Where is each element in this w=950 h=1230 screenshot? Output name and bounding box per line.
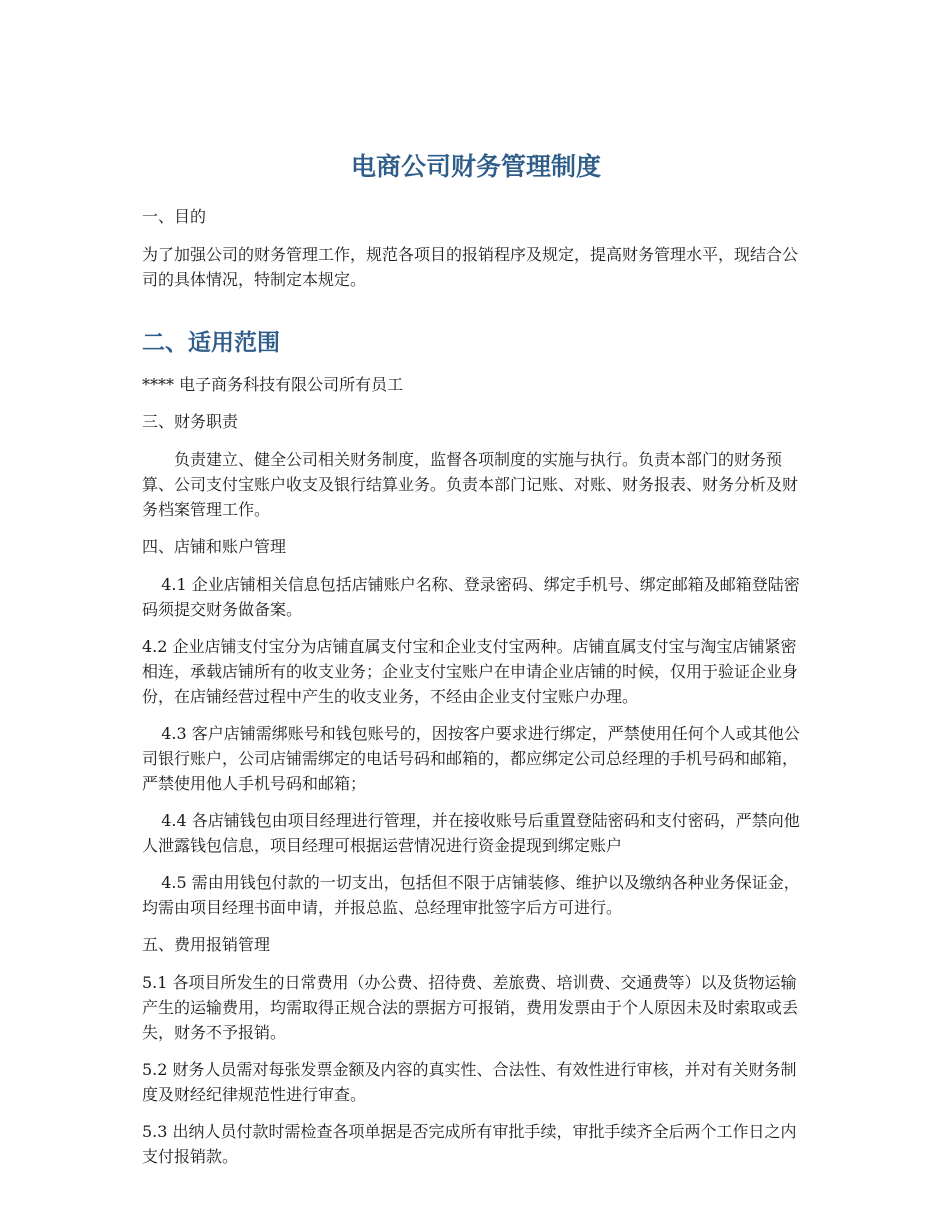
- clause-4-4: 4.4 各店铺钱包由项目经理进行管理，并在接收账号后重置登陆密码和支付密码，严禁向他人泄露钱包信息，项目经理可根据运营情况进行资金提现到绑定账户: [142, 811, 800, 855]
- clause-4-5: 4.5 需由用钱包付款的一切支出，包括但不限于店铺装修、维护以及缴纳各种业务保证金，均需由项目经理书面申请，并报总监、总经理审批签字后方可进行。: [142, 873, 800, 917]
- clause-5-3: 5.3 出纳人员付款时需检查各项单据是否完成所有审批手续，审批手续齐全后两个工作日之内支付报销款。: [142, 1122, 797, 1166]
- clause-4-2: 4.2 企业店铺支付宝分为店铺直属支付宝和企业支付宝两种。店铺直属支付宝与淘宝店铺紧密相连，承载店铺所有的收支业务；企业支付宝账户在申请企业店铺的时候，仅用于验证企业身份，在店铺经营过程中产生的收支业务，不经由企业支付宝账户办理。: [142, 637, 799, 706]
- clause-4-3: 4.3 客户店铺需绑账号和钱包账号的，因按客户要求进行绑定，严禁使用任何个人或其他公司银行账户，公司店铺需绑定的电话号码和邮箱的，都应绑定公司总经理的手机号码和邮箱，严禁使用他人手机号码和邮箱；: [142, 724, 800, 793]
- section-2-heading: 二、适用范围: [142, 329, 280, 356]
- section-4-heading: 四、店铺和账户管理: [142, 537, 287, 556]
- document-title: 电商公司财务管理制度: [350, 152, 601, 181]
- section-5-heading: 五、费用报销管理: [142, 935, 271, 954]
- section-3-heading: 三、财务职责: [142, 412, 239, 431]
- section-1-body: 为了加强公司的财务管理工作，规范各项目的报销程序及规定，提高财务管理水平，现结合公司的具体情况，特制定本规定。: [142, 245, 799, 289]
- section-1-heading: 一、目的: [142, 207, 207, 226]
- section-2-body: **** 电子商务科技有限公司所有员工: [142, 375, 404, 394]
- clause-5-1: 5.1 各项目所发生的日常费用（办公费、招待费、差旅费、培训费、交通费等）以及货物运输产生的运输费用，均需取得正规合法的票据方可报销，费用发票由于个人原因未及时索取或丢失，财务不予报销。: [142, 973, 799, 1042]
- clause-5-2: 5.2 财务人员需对每张发票金额及内容的真实性、合法性、有效性进行审核，并对有关财务制度及财经纪律规范性进行审查。: [142, 1060, 797, 1104]
- section-3-body: 负责建立、健全公司相关财务制度，监督各项制度的实施与执行。负责本部门的财务预算、公司支付宝账户收支及银行结算业务。负责本部门记账、对账、财务报表、财务分析及财务档案管理工作。: [142, 450, 799, 519]
- clause-4-1: 4.1 企业店铺相关信息包括店铺账户名称、登录密码、绑定手机号、绑定邮箱及邮箱登陆密码须提交财务做备案。: [142, 575, 800, 619]
